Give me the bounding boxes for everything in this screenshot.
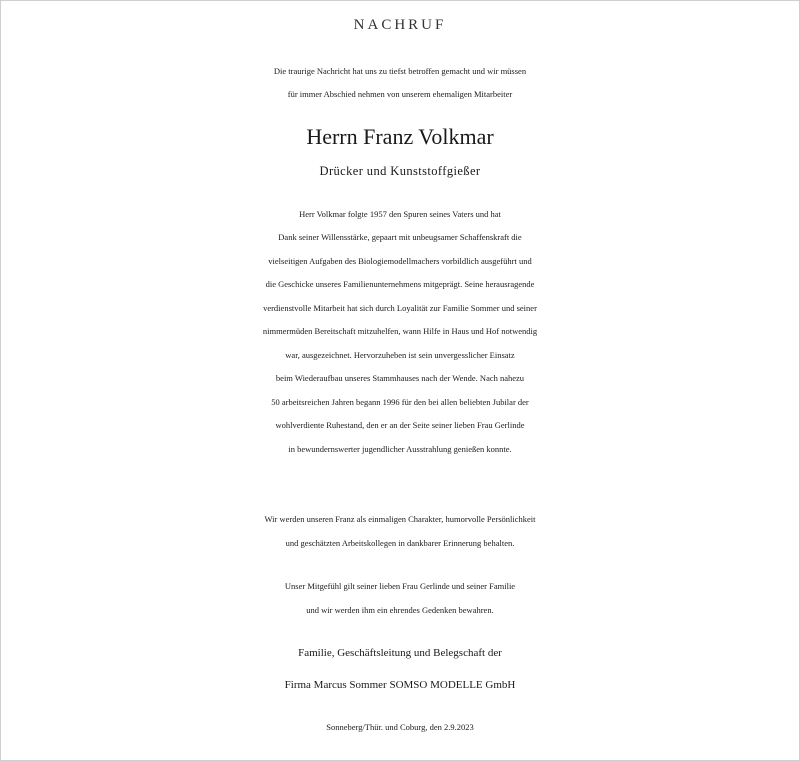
place-date: Sonneberg/Thür. und Coburg, den 2.9.2023 [326,722,474,732]
remembrance-line: Wir werden unseren Franz als einmaligen Charakter, humorvolle Persönlichkeit [264,514,536,524]
intro-line: Die traurige Nachricht hat uns zu tiefst betroffen gemacht und wir müssen [273,66,527,76]
tribute-line: vielseitigen Aufgaben des Biologiemodellmachers vorbildlich ausgeführt und [268,255,532,266]
tribute-line: wohlverdiente Ruhestand, den er an der Seite seiner lieben Frau Gerlinde [275,420,525,431]
deceased-role: Drücker und Kunststoffgießer [319,164,481,178]
deceased-name: Herrn Franz Volkmar [306,124,494,149]
condolence-line: Unser Mitgefühl gilt seiner lieben Frau Gerlinde und seiner Familie [284,581,516,591]
tribute-line: war, ausgezeichnet. Hervorzuheben ist sein unvergesslicher Einsatz [285,349,515,360]
notice-heading: NACHRUF [353,17,447,33]
signature-line: Firma Marcus Sommer SOMSO MODELLE GmbH [284,679,516,691]
remembrance-line: und geschätzten Arbeitskollegen in dankbarer Erinnerung behalten. [285,537,515,548]
tribute-line: die Geschicke unseres Familienunternehmens mitgeprägt. Seine herausragende [265,279,535,290]
intro-text [0,60,800,105]
condolence-text [0,575,800,622]
tribute-line: in bewundernswerter jugendlicher Ausstrahlung genießen konnte. [288,443,512,454]
signature-line: Familie, Geschäftsleitung und Belegschaft der [298,647,502,659]
tribute-line: verdienstvolle Mitarbeit hat sich durch Loyalität zur Familie Sommer und seiner [263,302,537,313]
condolence-line: und wir werden ihm ein ehrendes Gedenken bewahren. [306,604,494,615]
tribute-text [0,203,800,461]
signature-block [0,637,800,701]
tribute-line: nimmermüden Bereitschaft mitzuhelfen, wann Hilfe in Haus und Hof notwendig [262,326,538,337]
intro-line: für immer Abschied nehmen von unserem ehemaligen Mitarbeiter [287,88,513,99]
remembrance-text [0,508,800,555]
tribute-line: Herr Volkmar folgte 1957 den Spuren seines Vaters und hat [299,209,501,219]
tribute-line: Dank seiner Willensstärke, gepaart mit unbeugsamer Schaffenskraft die [278,232,522,243]
tribute-line: beim Wiederaufbau unseres Stammhauses nach der Wende. Nach nahezu [275,373,525,384]
tribute-line: 50 arbeitsreichen Jahren begann 1996 für den bei allen beliebten Jubilar der [271,396,529,407]
